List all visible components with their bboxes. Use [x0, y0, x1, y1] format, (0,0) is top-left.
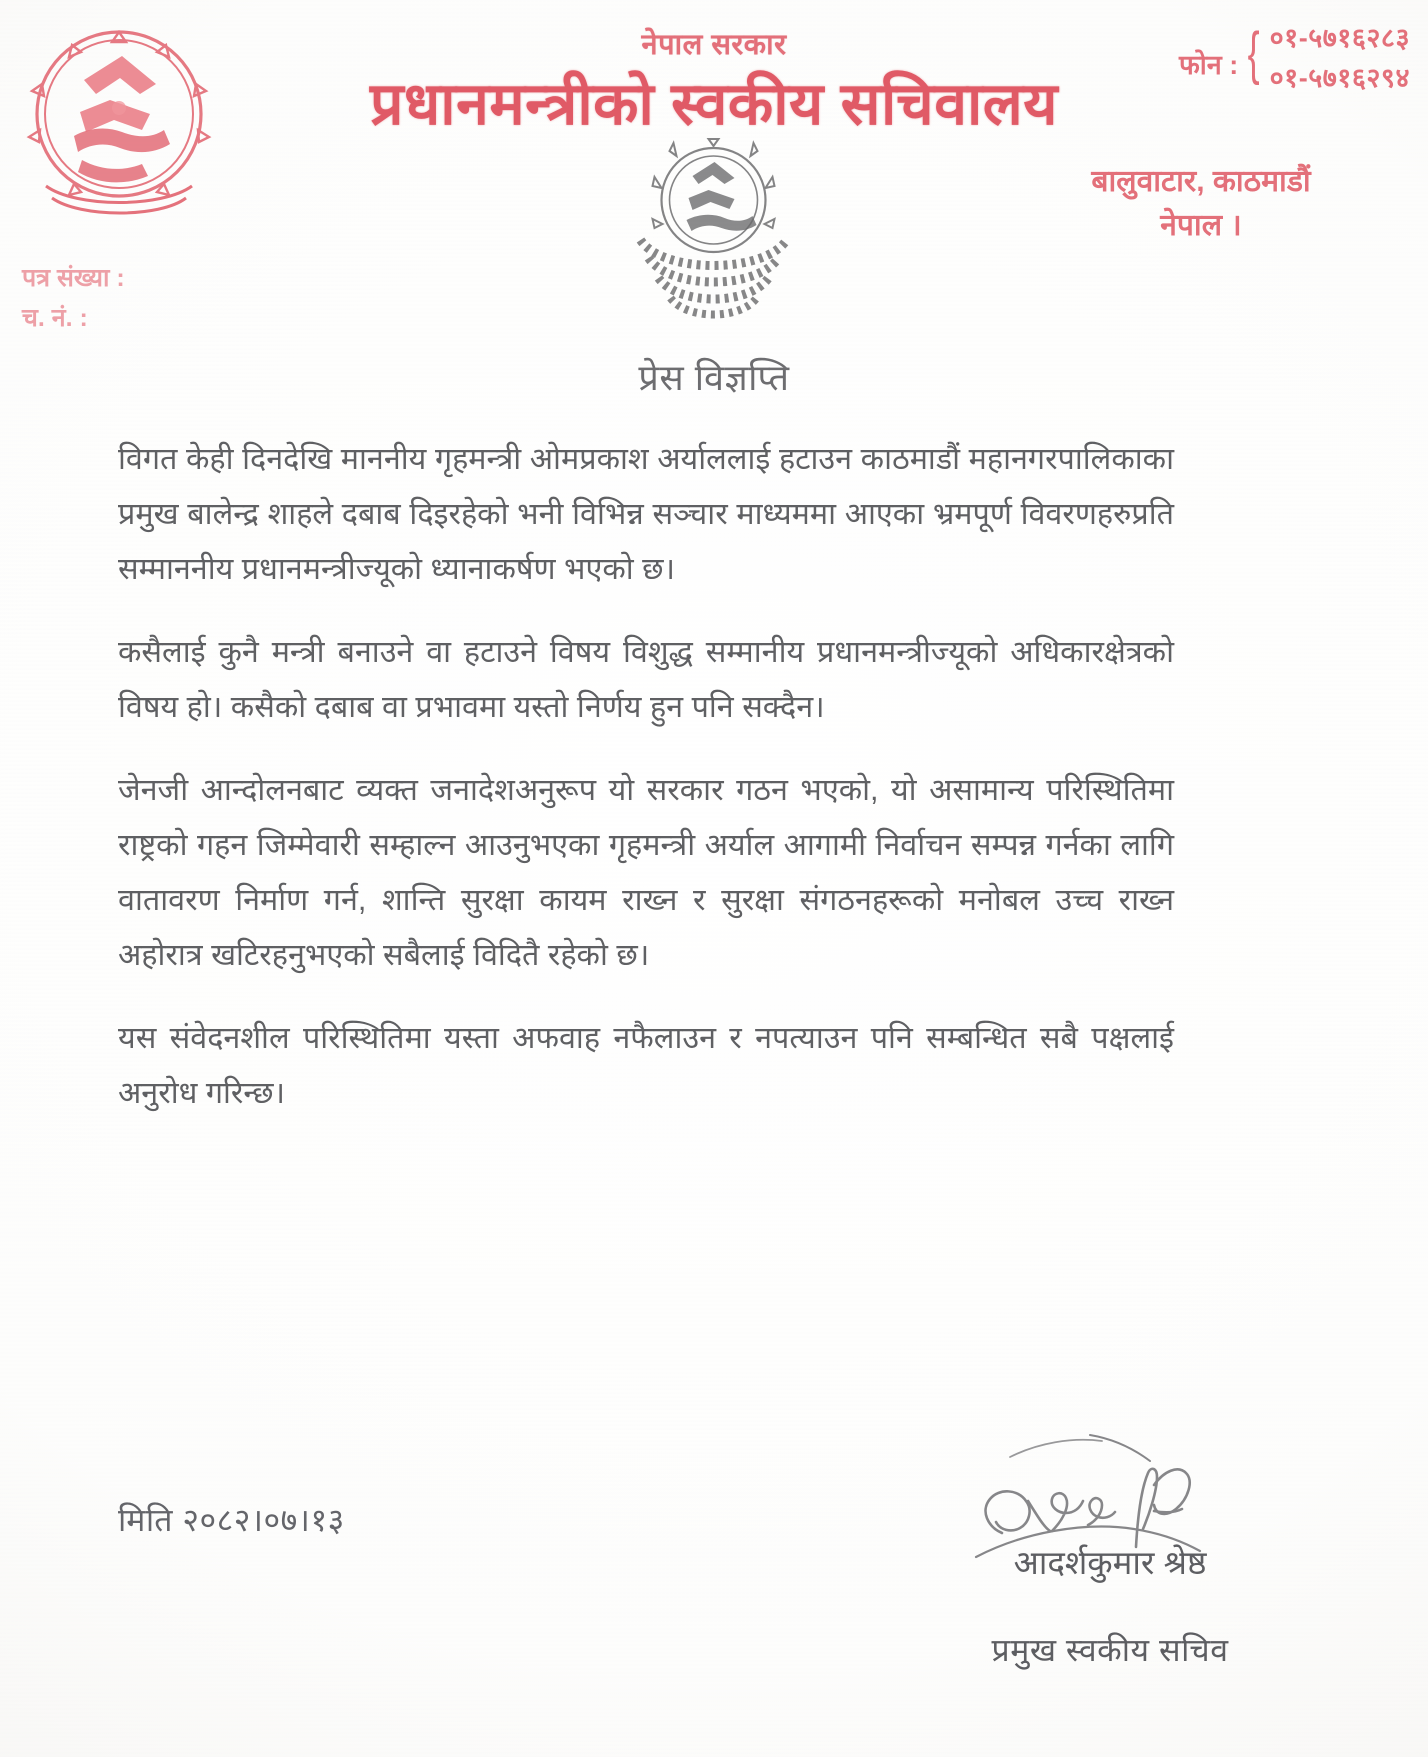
dispatch-number-label: च. नं. : [22, 304, 88, 332]
signature-block [890, 1415, 1330, 1671]
phone-label: फोन : [1178, 50, 1239, 80]
letter-number-label: पत्र संख्या : [22, 264, 125, 292]
address-line-1: बालुवाटार, काठमाडौं [1091, 165, 1311, 198]
office-title: प्रधानमन्त्रीको स्वकीय सचिवालय [369, 71, 1059, 137]
letterhead [0, 0, 1428, 345]
government-line: नेपाल सरकार [641, 29, 787, 61]
phone-number-1: ०१-५७१६२८३ [1269, 23, 1410, 53]
page-title: प्रेस विज्ञप्ति [638, 357, 790, 398]
paragraph: विगत केही दिनदेखि माननीय गृहमन्त्री ओमप्रकाश अर्याललाई हटाउन काठमाडौं महानगरपालिकाका प्रमुख बालेन्द्र शाहले दबाब दिइरहेको भनी विभिन्न सञ्चार माध्यममा आएका भ्रमपूर्ण विवरणहरुप्रति सम्माननीय प्रधानमन्त्रीज्यूको ध्यानाकर्षण भएको छ। [118, 442, 1174, 586]
official-round-seal-icon [607, 128, 822, 328]
paragraph: कसैलाई कुनै मन्त्री बनाउने वा हटाउने विषय विशुद्ध सम्मानीय प्रधानमन्त्रीज्यूको अधिकारक्षेत्रको विषय हो। कसैको दबाब वा प्रभावमा यस्तो निर्णय हुन पनि सक्दैन। [118, 635, 1174, 724]
address-block [1036, 160, 1366, 247]
date-line: मिति २०८२।०७।१३ [118, 1502, 345, 1538]
paragraph: जेनजी आन्दोलनबाट व्यक्त जनादेशअनुरूप यो सरकार गठन भएको, यो असामान्य परिस्थितिमा राष्ट्रको गहन जिम्मेवारी सम्हाल्न आउनुभएका गृहमन्त्री अर्याल आगामी निर्वाचन सम्पन्न गर्नका लागि वातावरण निर्माण गर्न, शान्ति सुरक्षा कायम राख्न र सुरक्षा संगठनहरूको मनोबल उच्च राख्न अहोरात्र खटिरहनुभएको सबैलाई विदितै रहेको छ। [118, 773, 1174, 972]
signer-name: आदर्शकुमार श्रेष्ठ [1013, 1544, 1207, 1581]
signer-role: प्रमुख स्वकीय सचिव [991, 1632, 1229, 1668]
address-line-2: नेपाल । [1160, 208, 1242, 242]
phone-block [980, 18, 1410, 95]
paragraph: यस संवेदनशील परिस्थितिमा यस्ता अफवाह नफैलाउन र नपत्याउन पनि सम्बन्धित सबै पक्षलाई अनुरोध गरिन्छ। [118, 1021, 1174, 1110]
brace-icon: { [1247, 20, 1260, 86]
phone-number-2: ०१-५७१६२९४ [1269, 63, 1410, 93]
reference-numbers [22, 258, 125, 338]
phone-numbers [1270, 18, 1410, 95]
press-release-body [118, 432, 1174, 1121]
